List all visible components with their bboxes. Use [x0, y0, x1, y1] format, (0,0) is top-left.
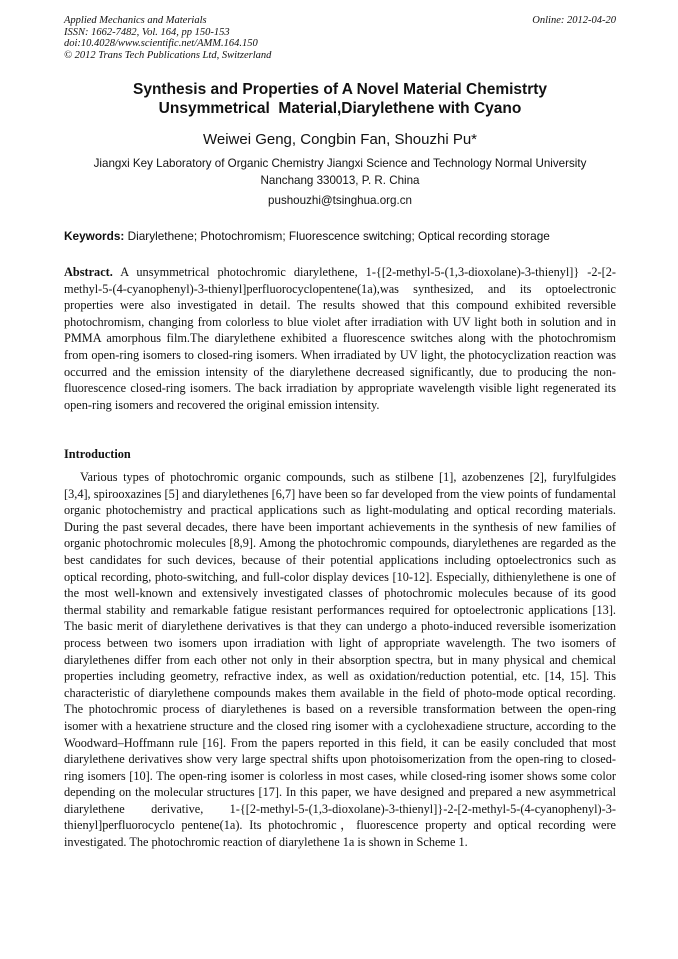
- affiliation-line-2: Nanchang 330013, P. R. China: [260, 173, 420, 187]
- abstract-label: Abstract.: [64, 265, 113, 279]
- affiliation: [64, 156, 616, 189]
- paper-title: [64, 80, 616, 118]
- issn-line: ISSN: 1662-7482, Vol. 164, pp 150-153: [64, 26, 230, 38]
- doi-line: doi:10.4028/www.scientific.net/AMM.164.150: [64, 38, 258, 50]
- affiliation-line-1: Jiangxi Key Laboratory of Organic Chemistry Jiangxi Science and Technology Normal University: [93, 157, 587, 170]
- keywords-line: [64, 229, 616, 243]
- introduction-heading: Introduction: [64, 447, 131, 461]
- journal-header: [64, 15, 616, 61]
- author-list: Weiwei Geng, Congbin Fan, Shouzhi Pu*: [202, 131, 478, 148]
- journal-name: Applied Mechanics and Materials: [64, 15, 207, 26]
- online-date: Online: 2012-04-20: [532, 15, 616, 26]
- introduction-paragraph: Various types of photochromic organic compounds, such as stilbene [1], azobenzenes [2], furylfulgides [3,4], spirooxazines [5] and diarylethenes [6,7] have been so far developed from the view points of fundamental organic photochemistry and practical applications such as light-modulating and optical recording materials. During the past several decades, there have been important achievements in the synthesis of new families of organic photochromic molecules [8,9]. Among the photochromic compounds, diarylethenes are regarded as the best candidates for such devices, because of their potential applications including optoelectronics such as optical recording, photo-switching, and full-color display devices [10-12]. Especially, dithienylethene is one of the most well-known and extensively investigated classes of photochromic molecules because of its good thermal stability and remarkable fatigue resistant performances required for optoelectronic applications [13]. The basic merit of diarylethene derivatives is that they can undergo a photo-induced reversible isomerization process between two isomers upon irradiation with light of appropriate wavelength. The two isomers of diarylethenes differ from each other not only in their absorption spectra, but in many physical and chemical properties including geometry, refractive index, as well as oxidation/reduction potential, etc. [14, 15]. This characteristic of diarylethene compounds makes them available in the field of photo-mode optical recording. The photochromic process of diarylethenes is based on a reversible transformation between the open-ring isomer with a hexatriene structure and the closed ring isomer with a cyclohexadiene structure, according to the Woodward–Hoffmann rule [16]. From the papers reported in this field, it can be easily concluded that most diarylethene derivatives show very large spectral shifts upon photoisomerization from the open-ring to closed-ring isomers [10]. The open-ring isomer is colorless in most cases, while closed-ring isomer shows some color depending on the molecular structures [17]. In this paper, we have designed and prepared a new asymmetrical diarylethene derivative, 1-{[2-methyl-5-(1,3-dioxolane)-3-thienyl]}-2-[2-methyl-5-(4-cyanophenyl)-3-thienyl]perfluorocyclo pentene(1a). Its photochromic，fluorescence property and optical recording were investigated. The photochromic reaction of diarylethene 1a is shown in Scheme 1.: [64, 470, 616, 850]
- keywords-text: Diarylethene; Photochromism; Fluorescence switching; Optical recording storage: [127, 229, 550, 243]
- abstract-paragraph: [64, 264, 616, 413]
- keywords-label: Keywords:: [64, 229, 125, 243]
- title-line-1: Synthesis and Properties of A Novel Material Chemistrty: [132, 81, 548, 98]
- abstract-text: A unsymmetrical photochromic diarylethene, 1-{[2-methyl-5-(1,3-dioxolane)-3-thienyl]} -2-[2-methyl-5-(4-cyanophenyl)-3-thienyl]perfluorocyclopentene(1a),was synthesized, and its optoelectronic properties were also investigated in detail. The results showed that this compound exhibited reversible photochromism, changing from colorless to blue violet after irradiation with UV light both in solution and in PMMA amorphous film.The diarylethene exhibited a fluorescence switches along with the photochromism from open-ring isomers to closed-ring isomers. When irradiated by UV light, the photocyclization reaction was occurred and the emission intensity of the diarylethene decreased significantly, due to producing the non-fluorescence closed-ring isomers. The back irradiation by appropriate wavelength visible light regenerated its open-ring isomers and recovered the original emission intensity.: [64, 265, 616, 412]
- title-line-2: Unsymmetrical Material,Diarylethene with Cyano: [158, 100, 522, 117]
- copyright-line: © 2012 Trans Tech Publications Ltd, Switzerland: [64, 49, 272, 61]
- author-email: pushouzhi@tsinghua.org.cn: [268, 194, 412, 207]
